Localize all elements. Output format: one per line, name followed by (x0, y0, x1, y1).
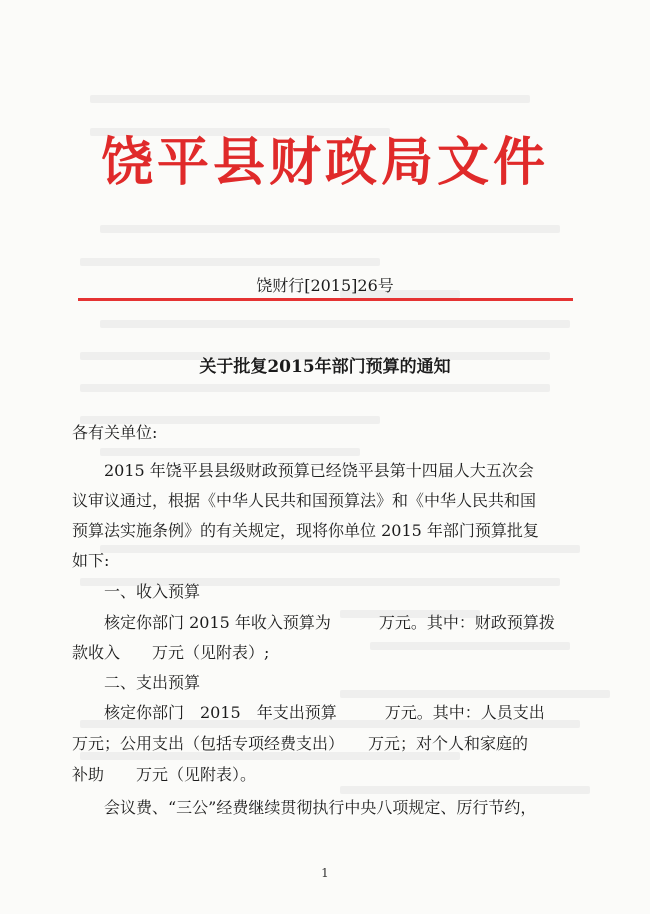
page-number: 1 (321, 866, 329, 880)
salutation: 各有关单位: (72, 423, 158, 442)
paragraph-line: 万元；公用支出（包括专项经费支出） 万元；对个人和家庭的 (72, 734, 529, 753)
paragraph-line: 核定你部门 2015 年收入预算为 万元。其中：财政预算拨 (104, 613, 555, 632)
paragraph-line: 核定你部门 2015 年支出预算 万元。其中：人员支出 (104, 703, 545, 722)
notice-title: 关于批复2015年部门预算的通知 (199, 357, 451, 377)
paragraph-line: 2015 年饶平县县级财政预算已经饶平县第十四届人大五次会 (104, 461, 534, 480)
section-heading: 二、支出预算 (104, 673, 201, 692)
section-heading: 一、收入预算 (104, 582, 201, 601)
paragraph-line: 预算法实施条例》的有关规定，现将你单位 2015 年部门预算批复 (72, 521, 539, 540)
document-header-title: 饶平县财政局文件 (100, 132, 549, 193)
document-number: 饶财行[2015]26号 (256, 276, 394, 295)
paragraph-line: 如下: (72, 551, 110, 570)
paragraph-line: 款收入 万元（见附表）; (72, 643, 270, 662)
red-rule-divider (78, 298, 573, 301)
paragraph-line: 补助 万元（见附表）。 (72, 765, 257, 784)
paragraph-line: 会议费、“三公”经费继续贯彻执行中央八项规定、厉行节约， (104, 798, 537, 817)
paragraph-line: 议审议通过，根据《中华人民共和国预算法》和《中华人民共和国 (72, 491, 537, 510)
